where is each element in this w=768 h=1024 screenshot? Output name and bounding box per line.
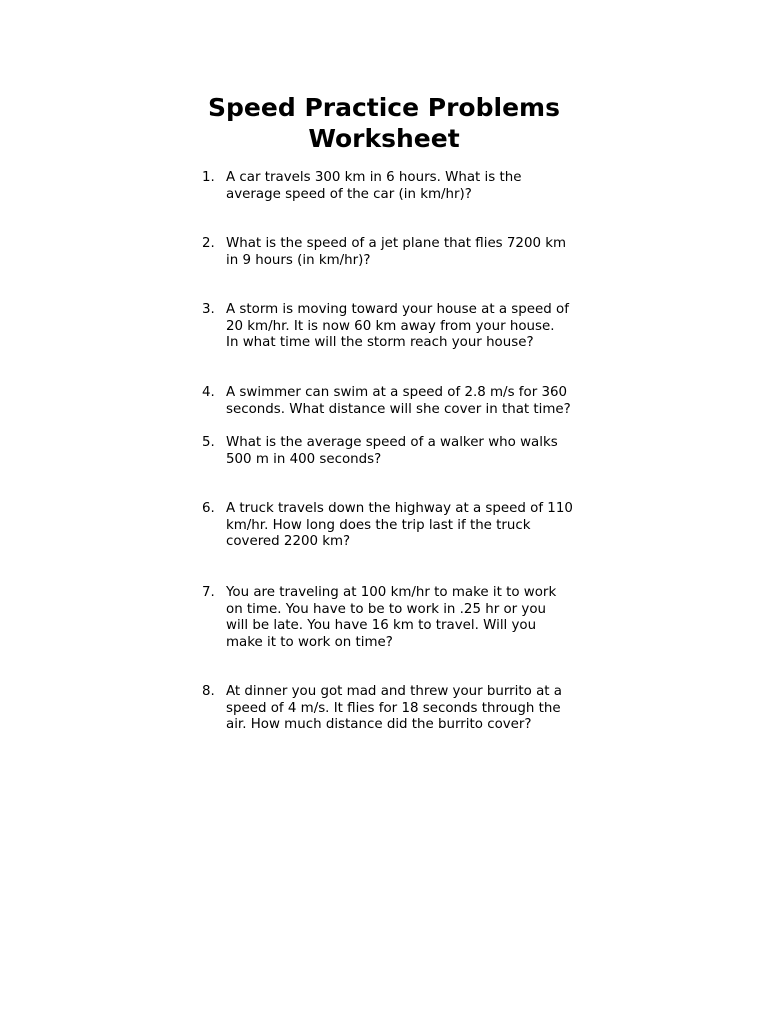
problem-number: 6. — [202, 501, 215, 516]
problem-text: What is the average speed of a walker who walks 500 m in 400 seconds? — [226, 435, 558, 467]
problem-text: You are traveling at 100 km/hr to make it to work on time. You have to be to work in .25 hr or you will be late. You have 16 km to travel. Will you make it to work on time? — [226, 585, 557, 650]
problem-text: A storm is moving toward your house at a speed of 20 km/hr. It is now 60 km away from your house. In what time will the storm reach your house? — [226, 302, 569, 351]
problem-6 — [202, 501, 602, 551]
problem-number: 2. — [202, 236, 215, 251]
problem-number: 3. — [202, 302, 215, 317]
problem-number: 5. — [202, 435, 215, 450]
problem-4 — [202, 385, 602, 418]
problem-3 — [202, 302, 602, 352]
page-title — [0, 92, 768, 154]
problem-7 — [202, 585, 602, 651]
title-line-1: Speed Practice Problems — [208, 93, 560, 122]
title-line-2: Worksheet — [308, 124, 460, 153]
problem-text: A truck travels down the highway at a speed of 110 km/hr. How long does the trip last if the truck covered 2200 km? — [226, 501, 573, 550]
problem-number: 7. — [202, 585, 215, 600]
problem-number: 8. — [202, 684, 215, 699]
problem-text: A swimmer can swim at a speed of 2.8 m/s for 360 seconds. What distance will she cover in that time? — [226, 385, 571, 417]
problem-number: 1. — [202, 170, 215, 185]
problem-8 — [202, 684, 602, 734]
problem-5 — [202, 435, 602, 468]
problem-number: 4. — [202, 385, 215, 400]
problem-text: At dinner you got mad and threw your burrito at a speed of 4 m/s. It flies for 18 seconds through the air. How much distance did the burrito cover? — [226, 684, 563, 733]
problem-text: What is the speed of a jet plane that flies 7200 km in 9 hours (in km/hr)? — [226, 236, 567, 268]
problem-text: A car travels 300 km in 6 hours. What is the average speed of the car (in km/hr)? — [226, 170, 522, 202]
problem-2 — [202, 236, 602, 269]
problem-1 — [202, 170, 602, 203]
